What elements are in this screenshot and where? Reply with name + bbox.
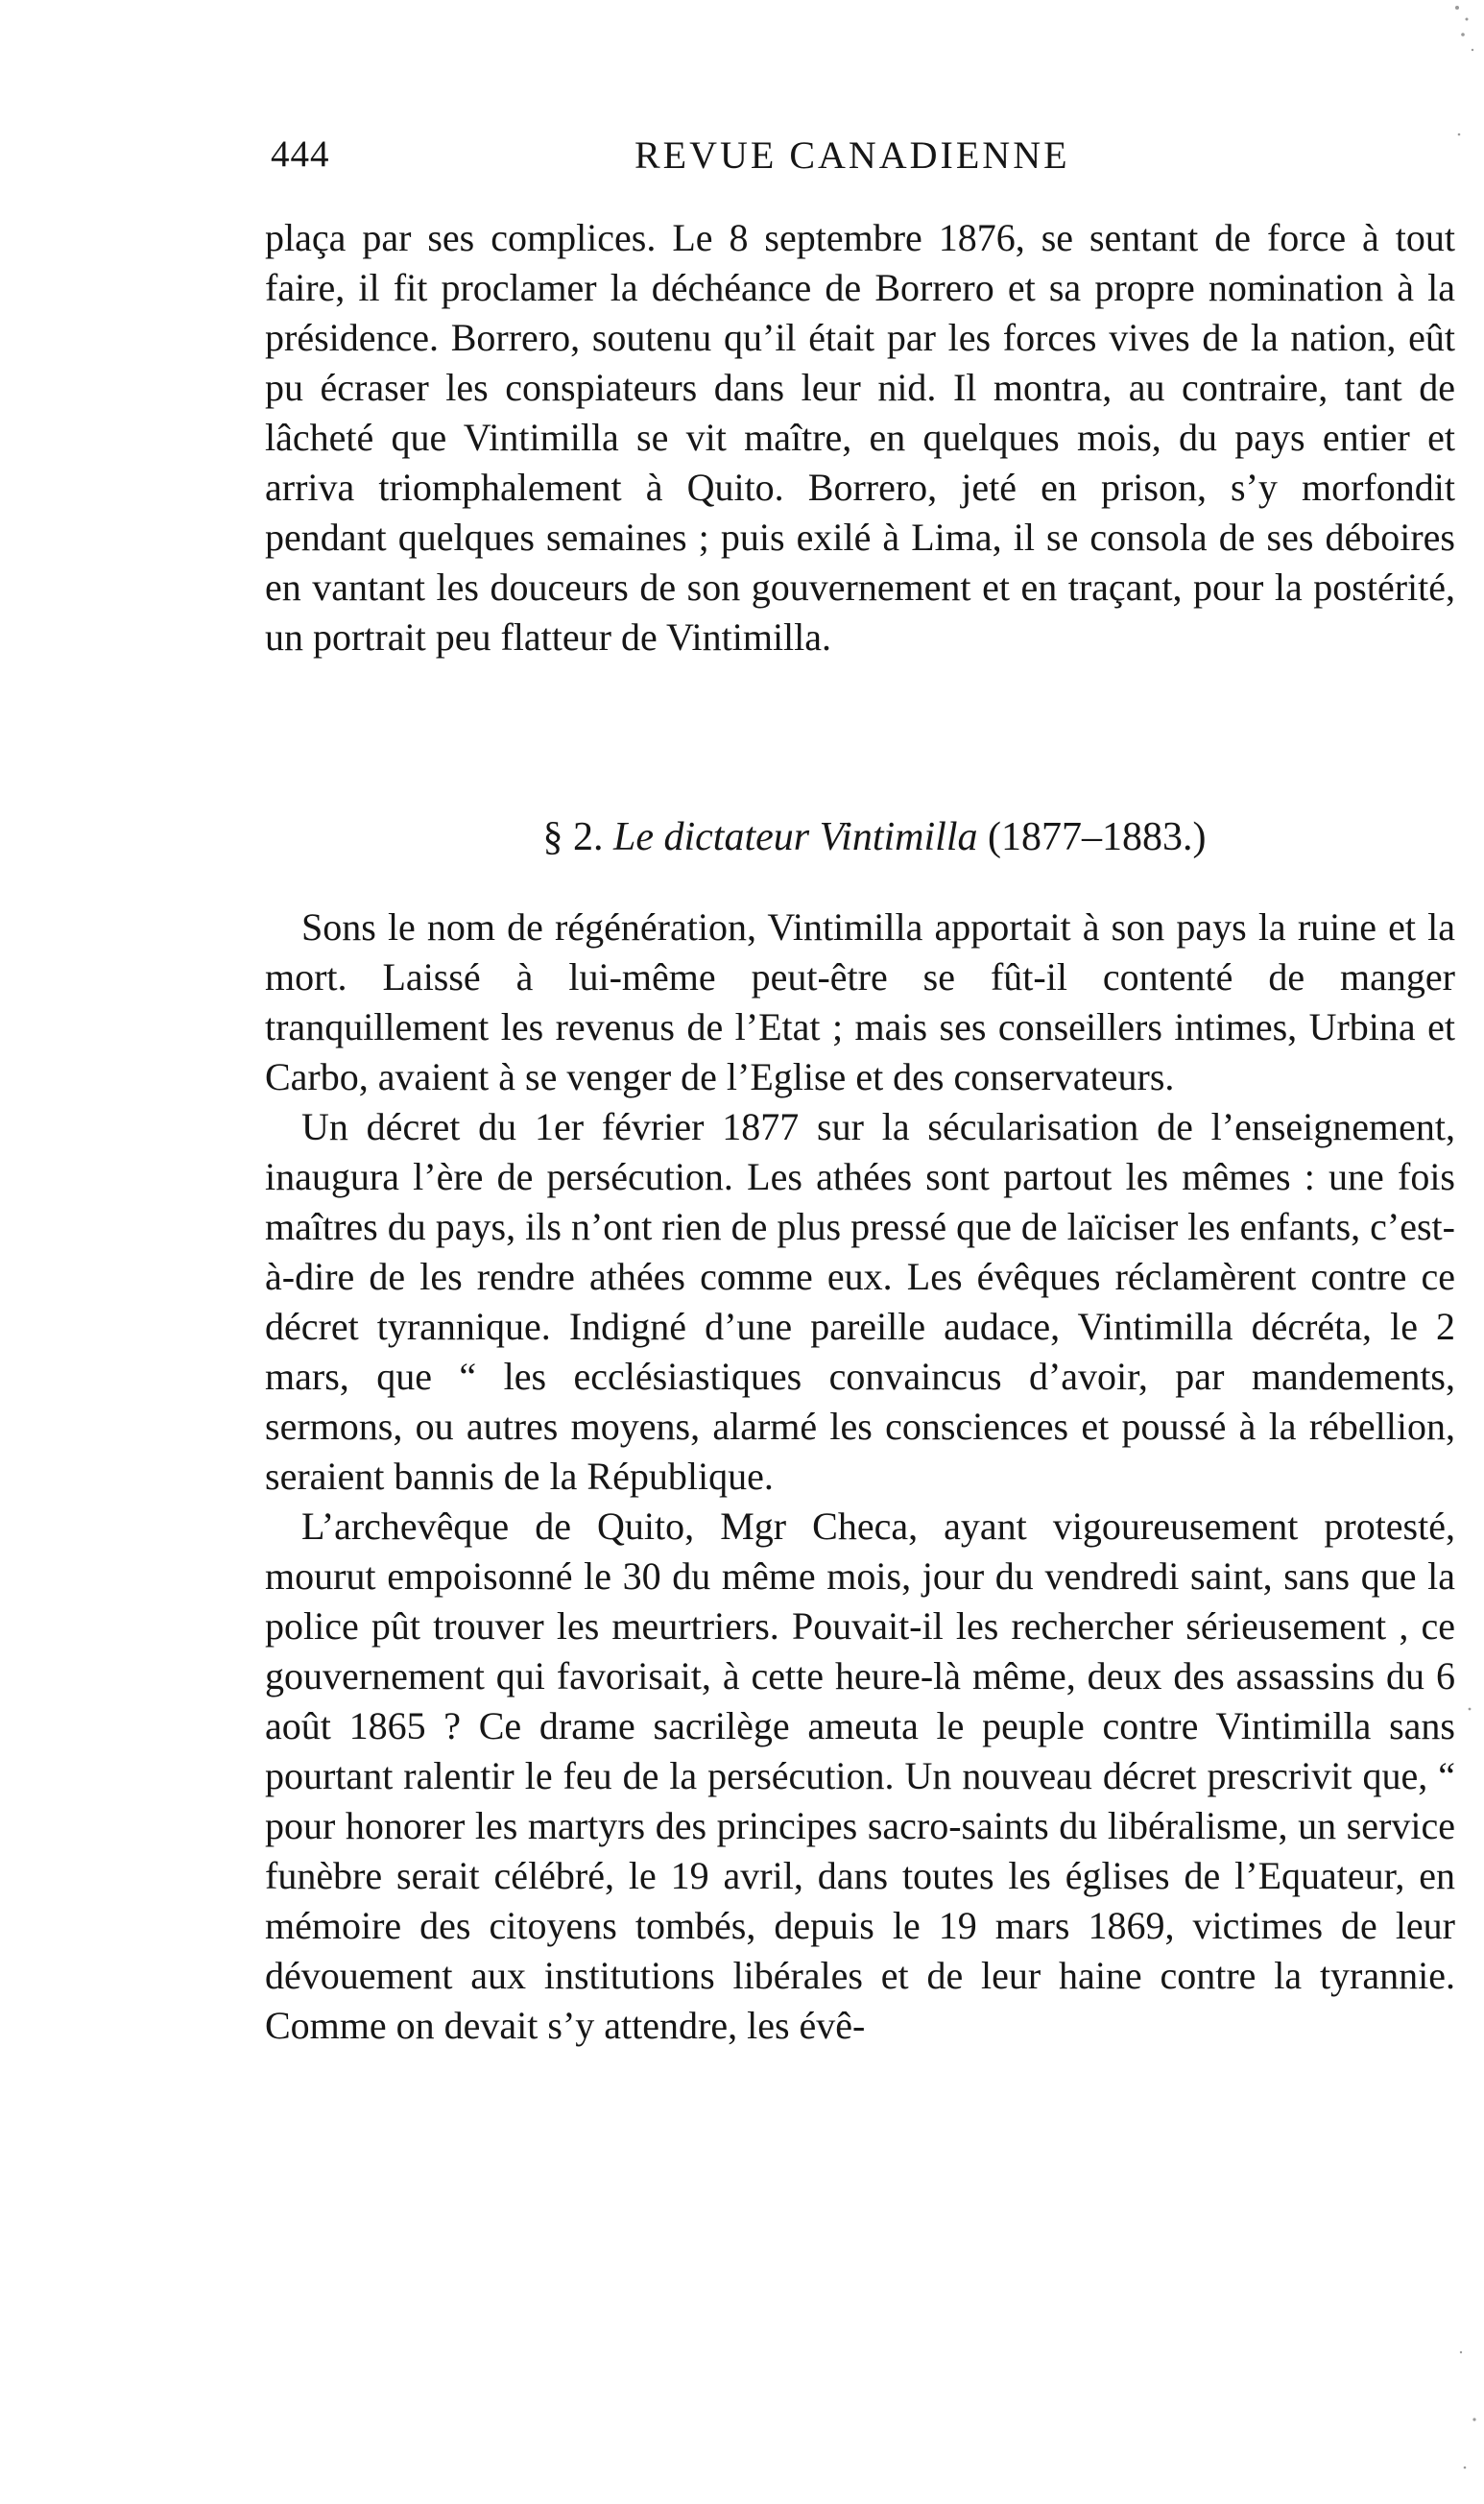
section-title: Le dictateur Vintimilla: [612, 815, 978, 859]
text-block-body: [265, 903, 1455, 2051]
section-number: § 2.: [542, 815, 604, 859]
paragraph: Un décret du 1er février 1877 sur la sécularisation de l’enseignement, inaugura l’ère de persécution. Les athées sont partout les mêmes : une fois maîtres du pays, ils n’ont rien de plus pressé que de laïciser les enfants, c’est-à-dire de les rendre athées comme eux. Les évêques réclamèrent contre ce décret tyrannique. Indigné d’une pareille audace, Vintimilla décréta, le 2 mars, que “ les ecclésiastiques convaincus d’avoir, par mandements, sermons, ou autres moyens, alarmé les consciences et poussé à la rébellion, seraient bannis de la République.: [265, 1105, 1455, 1498]
text-block-top: [265, 213, 1455, 662]
page-header: [265, 132, 1455, 190]
running-head: REVUE CANADIENNE: [634, 133, 1070, 177]
section-heading: [265, 814, 1455, 860]
paragraph: plaça par ses complices. Le 8 septembre 1876, se sentant de force à tout faire, il fit proclamer la déchéance de Borrero et sa propre nomination à la présidence. Borrero, soutenu qu’il était par les forces vives de la nation, eût pu écraser les conspiateurs dans leur nid. Il montra, au contraire, tant de lâcheté que Vintimilla se vit maître, en quelques mois, du pays entier et arriva triomphalement à Quito. Borrero, jeté en prison, s’y morfondit pendant quelques semaines ; puis exilé à Lima, il se consola de ses déboires en vantant les douceurs de son gouvernement et en traçant, pour la postérité, un portrait peu flatteur de Vintimilla.: [265, 216, 1455, 659]
scan-edge-noise: [1446, 0, 1484, 2504]
page-number: 444: [271, 133, 330, 175]
paragraph: Sons le nom de régénération, Vintimilla apportait à son pays la ruine et la mort. Laissé à lui-même peut-être se fût-il contenté de manger tranquillement les revenus de l’Etat ; mais ses conseillers intimes, Urbina et Carbo, avaient à se venger de l’Eglise et des conservateurs.: [265, 905, 1455, 1098]
section-dates: (1877–1883.): [988, 815, 1207, 859]
paragraph: L’archevêque de Quito, Mgr Checa, ayant vigoureusement protesté, mourut empoisonné le 30 du même mois, jour du vendredi saint, sans que la police pût trouver les meurtriers. Pouvait-il les rechercher sérieusement , ce gouvernement qui favorisait, à cette heure-là même, deux des assassins du 6 août 1865 ? Ce drame sacrilège ameuta le peuple contre Vintimilla sans pourtant ralentir le feu de la persécution. Un nouveau décret prescrivit que, “ pour honorer les martyrs des principes sacro-saints du libéralisme, un service funèbre serait célébré, le 19 avril, dans toutes les églises de l’Equateur, en mémoire des citoyens tombés, depuis le 19 mars 1869, victimes de leur dévouement aux institutions libérales et de leur haine contre la tyrannie. Comme on devait s’y attendre, les évê-: [265, 1505, 1455, 2047]
